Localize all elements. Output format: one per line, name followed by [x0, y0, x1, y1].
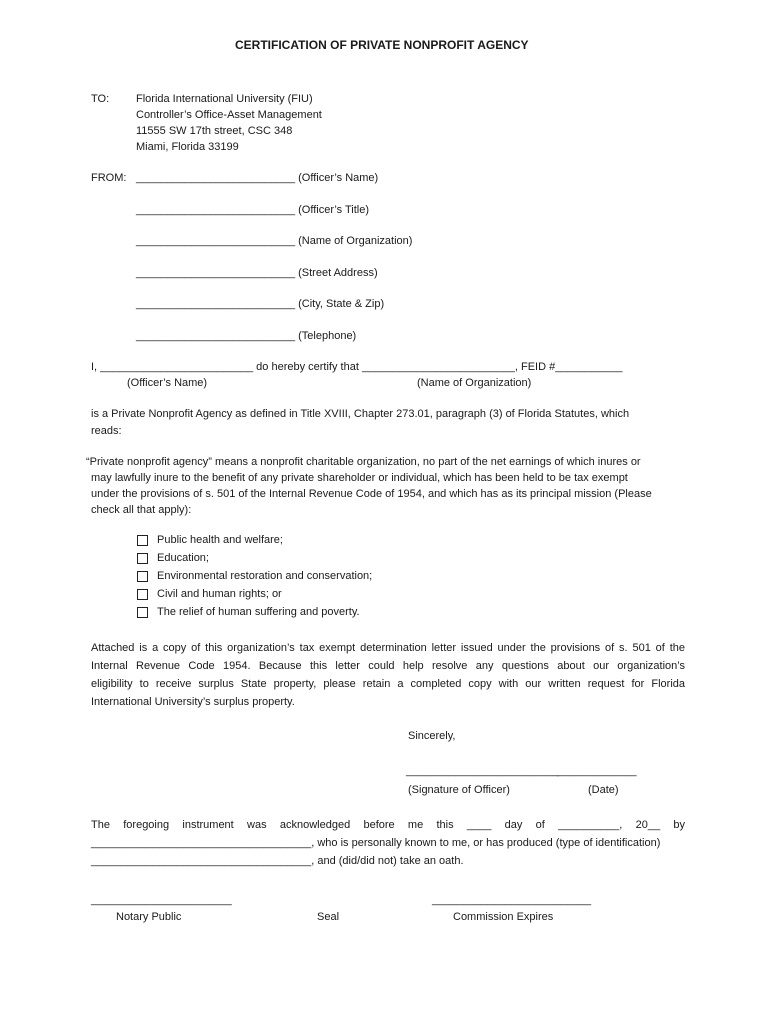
- date-line[interactable]: _____________: [557, 765, 637, 777]
- checklist-label: Education;: [157, 552, 209, 564]
- field-caption: (City, State & Zip): [298, 298, 385, 310]
- from-field-city[interactable]: [136, 297, 384, 311]
- to-address-line: Florida International University (FIU): [136, 93, 313, 105]
- to-label: TO:: [91, 93, 110, 105]
- caption-officer-name: (Officer’s Name): [127, 377, 208, 389]
- checklist-label: Civil and human rights; or: [157, 588, 282, 600]
- intro-line: reads:: [91, 425, 122, 437]
- attached-line: Internal Revenue Code 1954. Because this letter could help resolve any questions about our organization’s: [91, 660, 685, 672]
- date-caption: (Date): [588, 784, 619, 796]
- from-field-officer-name[interactable]: [136, 171, 378, 185]
- checkbox-education[interactable]: [137, 553, 148, 564]
- from-label: FROM:: [91, 172, 127, 184]
- field-caption: (Officer’s Name): [298, 172, 379, 184]
- from-field-organization[interactable]: [136, 234, 412, 248]
- checkbox-environmental[interactable]: [137, 571, 148, 582]
- field-caption: (Name of Organization): [298, 235, 413, 247]
- field-caption: (Officer’s Title): [298, 204, 370, 216]
- attached-line: eligibility to receive surplus State property, please retain a completed copy with our written request for Florida: [91, 678, 685, 690]
- field-caption: (Street Address): [298, 267, 378, 279]
- acknowledgment-line[interactable]: The foregoing instrument was acknowledged before me this ____ day of __________, 20__ by: [91, 819, 685, 831]
- seal-label: Seal: [317, 911, 340, 923]
- certify-line[interactable]: I, _________________________ do hereby certify that _________________________, FEID #___________: [91, 361, 623, 373]
- intro-line: is a Private Nonprofit Agency as defined in Title XVIII, Chapter 273.01, paragraph (3) of Florida Statutes, which: [91, 408, 630, 420]
- attached-line: International University’s surplus property.: [91, 696, 295, 708]
- sincerely: Sincerely,: [408, 730, 456, 742]
- from-field-officer-title[interactable]: [136, 203, 369, 217]
- notary-public-label: Notary Public: [116, 911, 182, 923]
- from-field-telephone[interactable]: [136, 329, 356, 343]
- signature-line[interactable]: _________________________: [406, 765, 559, 777]
- definition-line: under the provisions of s. 501 of the Internal Revenue Code of 1954, and which has as its principal mission (Please: [91, 488, 652, 500]
- acknowledgment-line[interactable]: ____________________________________, and (did/did not) take an oath.: [91, 855, 464, 867]
- commission-expires-label: Commission Expires: [453, 911, 554, 923]
- notary-signature-line[interactable]: _______________________: [91, 894, 232, 906]
- to-address-line: 11555 SW 17th street, CSC 348: [136, 125, 293, 137]
- blank-line: __________________________: [136, 204, 296, 216]
- checkbox-relief-of-suffering[interactable]: [137, 607, 148, 618]
- to-address-line: Miami, Florida 33199: [136, 141, 239, 153]
- definition-line: check all that apply):: [91, 504, 192, 516]
- attached-line: Attached is a copy of this organization’s tax exempt determination letter issued under the provisions of s. 501 of the: [91, 642, 685, 654]
- signature-caption: (Signature of Officer): [408, 784, 510, 796]
- blank-line: __________________________: [136, 267, 296, 279]
- checklist-label: Environmental restoration and conservation;: [157, 570, 373, 582]
- blank-line: __________________________: [136, 298, 296, 310]
- to-address-line: Controller’s Office-Asset Management: [136, 109, 322, 121]
- blank-line: __________________________: [136, 172, 296, 184]
- field-caption: (Telephone): [298, 330, 357, 342]
- checklist-label: The relief of human suffering and poverty.: [157, 606, 360, 618]
- checklist-label: Public health and welfare;: [157, 534, 283, 546]
- caption-organization: (Name of Organization): [417, 377, 532, 389]
- commission-expires-line[interactable]: __________________________: [432, 894, 592, 906]
- document-title: CERTIFICATION OF PRIVATE NONPROFIT AGENCY: [235, 38, 529, 52]
- definition-line: “Private nonprofit agency” means a nonprofit charitable organization, no part of the net earnings of which inures or: [86, 456, 641, 468]
- blank-line: __________________________: [136, 235, 296, 247]
- definition-line: may lawfully inure to the benefit of any private shareholder or individual, which has been held to be tax exempt: [91, 472, 628, 484]
- checkbox-public-health[interactable]: [137, 535, 148, 546]
- blank-line: __________________________: [136, 330, 296, 342]
- acknowledgment-line[interactable]: ____________________________________, who is personally known to me, or has produced (type of identification): [91, 837, 661, 849]
- checkbox-civil-rights[interactable]: [137, 589, 148, 600]
- from-field-street[interactable]: [136, 266, 378, 280]
